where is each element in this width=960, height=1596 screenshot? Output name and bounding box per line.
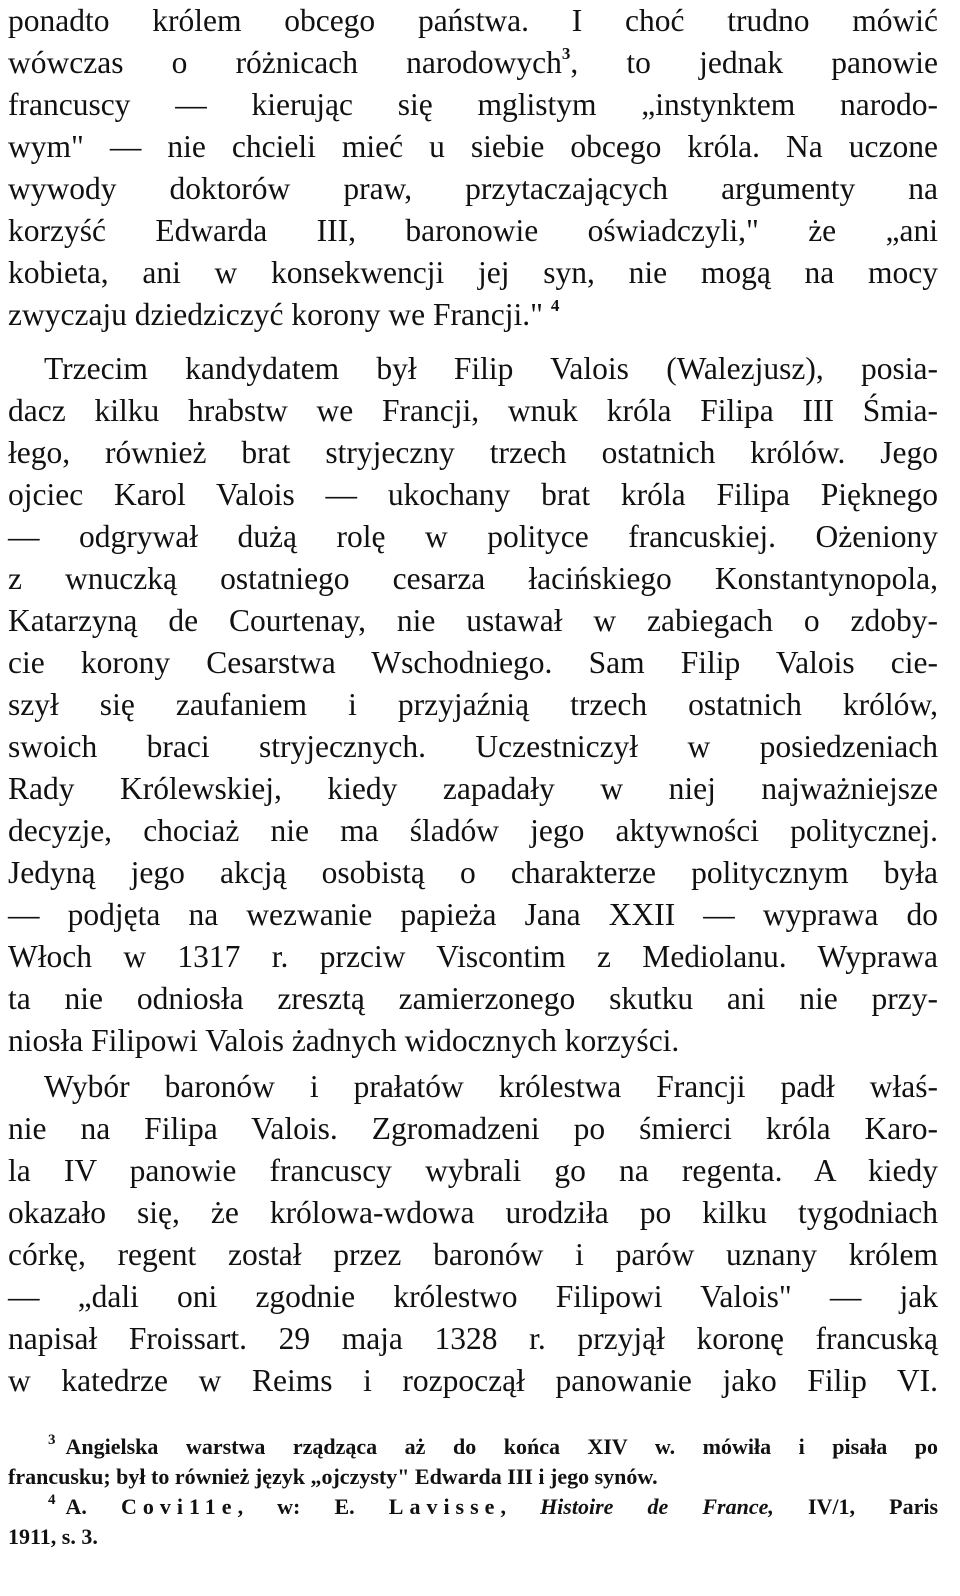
footnote-text: A.: [65, 1494, 121, 1519]
text-line: okazało się, że królowa-wdowa urodziła po kilku tygodniach: [8, 1195, 938, 1230]
text-line: swoich braci stryjecznych. Uczestniczył w posiedzeniach: [8, 729, 938, 764]
text-line: cie korony Cesarstwa Wschodniego. Sam Filip Valois cie-: [8, 645, 938, 680]
footnote-3-cont: francusku; był to również język „ojczysty" Edwarda III i jego synów.: [8, 1464, 658, 1489]
text-line: — podjęta na wezwanie papieża Jana XXII — wyprawa do: [8, 897, 938, 932]
book-title: Histoire de France,: [540, 1494, 774, 1519]
paragraph-start-line: Wybór baronów i prałatów królestwa Francji padł właś-: [44, 1069, 938, 1104]
text-line: decyzje, chociaż nie ma śladów jego aktywności politycznej.: [8, 813, 938, 848]
text-line: szył się zaufaniem i przyjaźnią trzech ostatnich królów,: [8, 687, 938, 722]
text-line: — odgrywał dużą rolę w polityce francuskiej. Ożeniony: [8, 519, 938, 554]
footnote-number: 3: [48, 1432, 56, 1448]
text-line: córkę, regent został przez baronów i parów uznany królem: [8, 1237, 938, 1272]
footnote-number: 4: [48, 1492, 56, 1508]
text-line: nie na Filipa Valois. Zgromadzeni po śmierci króla Karo-: [8, 1111, 938, 1146]
footnote-ref-4[interactable]: 4: [550, 296, 560, 315]
text-line: kobieta, ani w konsekwencji jej syn, nie mogą na mocy: [8, 255, 938, 290]
text-line: korzyść Edwarda III, baronowie oświadczyli," że „ani: [8, 213, 938, 248]
footnote-text: IV/1, Paris: [773, 1494, 939, 1519]
text-line-end: , to jednak panowie: [570, 45, 938, 80]
text-line: w katedrze w Reims i rozpoczął panowanie jako Filip VI.: [8, 1363, 938, 1398]
footnote-text: ,: [500, 1494, 541, 1519]
paragraph-start-line: Trzecim kandydatem był Filip Valois (Walezjusz), posia-: [44, 351, 938, 386]
text-line: ojciec Karol Valois — ukochany brat króla Filipa Pięknego: [8, 477, 938, 512]
text-line: [8, 294, 938, 336]
author-name: Covi11e: [121, 1494, 238, 1519]
text-line-start: zwyczaju dziedziczyć korony we Francji.": [8, 297, 543, 332]
text-line: Jedyną jego akcją osobistą o charakterze politycznym była: [8, 855, 938, 890]
text-line: Włoch w 1317 r. przciw Viscontim z Mediolanu. Wyprawa: [8, 939, 938, 974]
text-line: z wnuczką ostatniego cesarza łacińskiego Konstantynopola,: [8, 561, 938, 596]
footnote-text: , w: E.: [237, 1494, 389, 1519]
text-line: dacz kilku hrabstw we Francji, wnuk króla Filipa III Śmia-: [8, 393, 938, 428]
text-line: wym" — nie chcieli mieć u siebie obcego króla. Na uczone: [8, 129, 938, 164]
text-line: łego, również brat stryjeczny trzech ostatnich królów. Jego: [8, 435, 938, 470]
footnote-4-cont: 1911, s. 3.: [8, 1524, 98, 1549]
text-line: francuscy — kierując się mglistym „instynktem narodo-: [8, 87, 938, 122]
text-line: ta nie odniosła zresztą zamierzonego skutku ani nie przy-: [8, 981, 938, 1016]
text-line: Katarzyną de Courtenay, nie ustawał w zabiegach o zdoby-: [8, 603, 938, 638]
editor-name: Lavisse: [388, 1494, 501, 1519]
text-line: — „dali oni zgodnie królestwo Filipowi Valois" — jak: [8, 1279, 938, 1314]
footnote-4: [8, 1492, 938, 1522]
text-line-start: wówczas o różnicach narodowych: [8, 45, 562, 80]
text-line: [8, 42, 938, 84]
text-line: la IV panowie francuscy wybrali go na regenta. A kiedy: [8, 1153, 938, 1188]
text-line: niosła Filipowi Valois żadnych widocznych korzyści.: [8, 1023, 680, 1058]
text-line: napisał Froissart. 29 maja 1328 r. przyjął koronę francuską: [8, 1321, 938, 1356]
footnote-3: [8, 1432, 938, 1462]
text-line: wywody doktorów praw, przytaczających argumenty na: [8, 171, 938, 206]
text-line: ponadto królem obcego państwa. I choć trudno mówić: [8, 3, 938, 38]
text-line: Rady Królewskiej, kiedy zapadały w niej najważniejsze: [8, 771, 938, 806]
footnote-text: Angielska warstwa rządząca aż do końca XIV w. mówiła i pisała po: [65, 1434, 938, 1459]
footnote-ref-3[interactable]: 3: [561, 44, 571, 63]
